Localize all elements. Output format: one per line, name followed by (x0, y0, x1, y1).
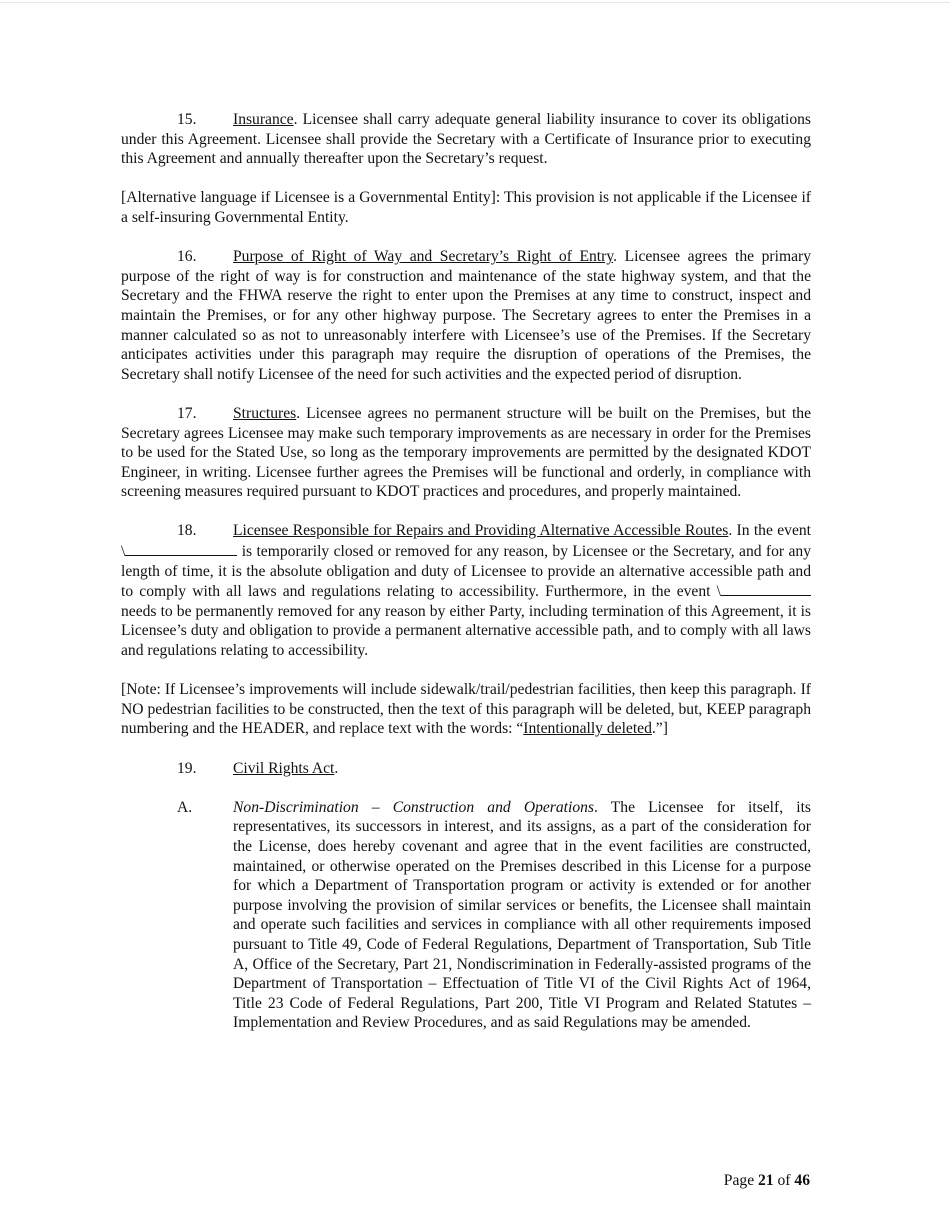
note-end: .”] (651, 720, 668, 738)
page-of: of (773, 1172, 795, 1189)
page-label: Page (723, 1172, 759, 1189)
section-text: . (334, 759, 339, 777)
section-heading: Purpose of Right of Way and Secretary’s Right of Entry (233, 248, 614, 266)
section-text: is temporarily closed or removed for any reason, by Licensee or the Secretary, and for any length of time, it is the absolute obligation and duty of Licensee to provide an alternative accessible path and to comply with all laws and regulations relating to accessibility. Furthermore, in the event \ (121, 543, 811, 601)
section-15 (121, 110, 811, 169)
note-underlined: Intentionally deleted (523, 720, 652, 738)
section-text: . Licensee agrees the primary purpose of the right of way is for construction and maintenance of the state highway system, and that the Secretary and the FHWA reserve the right to enter upon the Premises at any time to construct, inspect and maintain the Premises, or for any other highway purpose. The Secretary agrees to enter the Premises in a manner calculated so as not to unreasonably interfere with Licensee’s use of the Premises. If the Secretary anticipates activities under this paragraph may require the disruption of operations of the Premises, the Secretary shall notify Licensee of the need for such activities and the expected period of disruption. (121, 248, 812, 383)
section-text: . In the event \ (121, 522, 811, 561)
section-19 (121, 759, 811, 779)
page-current: 21 (758, 1172, 774, 1189)
scan-edge-line (0, 2, 950, 3)
subsection-label: A. (177, 798, 193, 816)
section-heading: Structures (233, 404, 297, 422)
section-number: 18. (177, 522, 197, 540)
section-text: . Licensee shall carry adequate general liability insurance to cover its obligations under this Agreement. Licensee shall provide the Secretary with a Certificate of Insurance prior to executing this Agreement and annually thereafter upon the Secretary’s request. (121, 111, 811, 168)
section-heading: Insurance (233, 111, 294, 128)
fill-in-blank (721, 581, 811, 596)
section-heading: Civil Rights Act (233, 759, 335, 777)
page-total: 46 (794, 1172, 810, 1189)
section-number: 15. (177, 111, 197, 128)
section-heading: Licensee Responsible for Repairs and Providing Alternative Accessible Routes (233, 522, 729, 540)
page-footer (724, 1171, 810, 1191)
section-number: 17. (177, 404, 197, 422)
note-text: [Note: If Licensee’s improvements will include sidewalk/trail/pedestrian facilities, then keep this paragraph. If NO pedestrian facilities to be constructed, then the text of this paragraph will be deleted, but, KEEP paragraph numbering and the HEADER, and replace text with the words: “ (121, 681, 811, 738)
section-17 (121, 404, 811, 502)
section-18 (121, 521, 811, 660)
section-16 (121, 247, 811, 384)
document-body (121, 110, 811, 1033)
section-number: 19. (177, 759, 197, 777)
section-19-a (121, 798, 811, 1033)
subsection-title: Non-Discrimination – Construction and Operations (233, 798, 594, 816)
subsection-body: . The Licensee for itself, its representatives, its successors in interest, and its assigns, as a part of the consideration for the License, does hereby covenant and agree that in the event facilities are constructed, maintained, or otherwise operated on the Premises described in this License for a purpose for which a Department of Transportation program or activity is extended or for another purpose involving the provision of similar services or benefits, the Licensee shall maintain and operate such facilities and services in compliance with all other requirements imposed pursuant to Title 49, Code of Federal Regulations, Department of Transportation, Sub Title A, Office of the Secretary, Part 21, Nondiscrimination in Federally-assisted programs of the Department of Transportation – Effectuation of Title VI of the Civil Rights Act of 1964, Title 23 Code of Federal Regulations, Part 200, Title VI Program and Related Statutes – Implementation and Review Procedures, and as said Regulations may be amended. (233, 798, 811, 1032)
section-text: . Licensee agrees no permanent structure will be built on the Premises, but the Secretary agrees Licensee may make such temporary improvements as are necessary in order for the Premises to be used for the Stated Use, so long as the temporary improvements are permitted by the designated KDOT Engineer, in writing. Licensee further agrees the Premises will be functional and orderly, in compliance with screening measures required pursuant to KDOT practices and procedures, and properly maintained. (121, 404, 811, 501)
section-number: 16. (177, 248, 197, 266)
section-text: needs to be permanently removed for any reason by either Party, including termination of this Agreement, it is Licensee’s duty and obligation to provide a permanent alternative accessible path, and to comply with all laws and regulations relating to accessibility. (121, 602, 811, 660)
section-15-alternative: [Alternative language if Licensee is a Governmental Entity]: This provision is not applicable if the Licensee if a self-insuring Governmental Entity. (121, 189, 811, 226)
section-18-note (121, 680, 811, 739)
fill-in-blank (125, 541, 237, 556)
subsection-text (233, 798, 811, 1033)
